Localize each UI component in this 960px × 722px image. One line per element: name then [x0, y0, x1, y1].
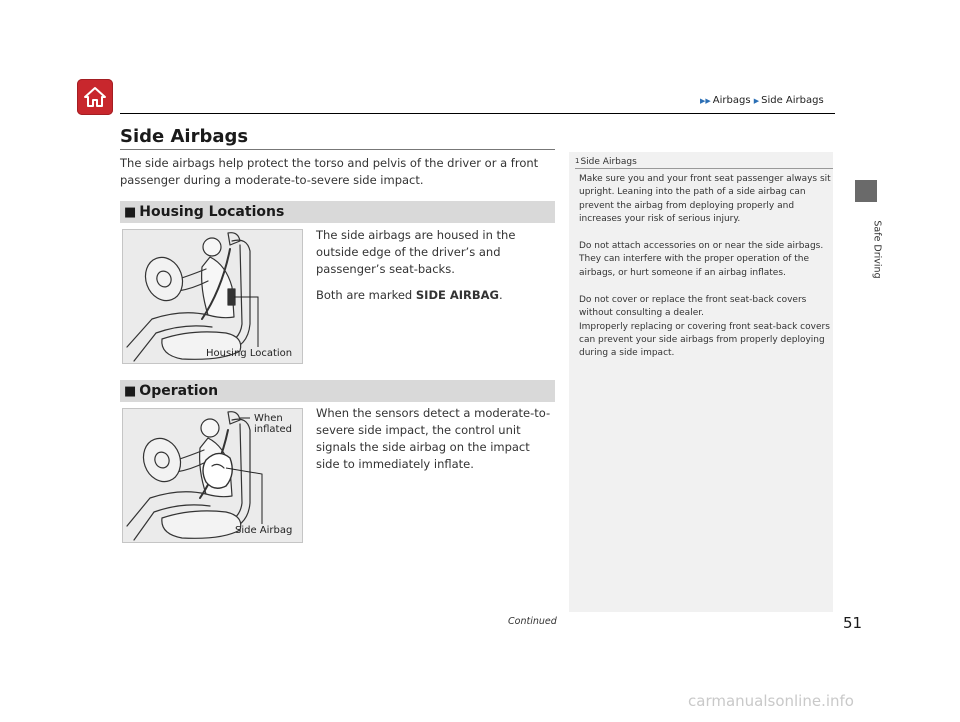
breadcrumb: [700, 95, 824, 106]
sidebar-note-divider: [575, 168, 833, 169]
sidebar-note-paragraph: Do not cover or replace the front seat-back covers without consulting a dealer. Improperly replacing or covering front seat-back covers can prevent your side airbags from properly deploying during a side impact.: [579, 295, 830, 359]
figure-label-housing-location: Housing Location: [206, 348, 293, 359]
header-divider: [120, 113, 835, 114]
sidebar-note-paragraph: Make sure you and your front seat passenger always sit upright. Leaning into the path of a side airbag can prevent the airbag from deploying properly and increases your risk of serious injury.: [579, 174, 831, 224]
triangle-right-icon: ▶▶: [700, 97, 711, 105]
chapter-tab[interactable]: [855, 180, 877, 202]
page-title: Side Airbags: [120, 126, 249, 147]
breadcrumb-item-side-airbags[interactable]: Side Airbags: [761, 95, 824, 106]
page-number: 51: [843, 614, 863, 632]
reference-icon: 1: [575, 157, 580, 165]
black-square-icon: ■: [124, 205, 137, 220]
home-icon: [83, 86, 107, 108]
figure-label-side-airbag: Side Airbag: [235, 525, 293, 536]
seat-illustration: [122, 229, 303, 364]
watermark: carmanualsonline.info: [688, 692, 854, 710]
housing-locations-text: The side airbags are housed in the outside edge of the driver’s and passenger’s seat-backs.: [316, 228, 516, 276]
operation-figure: [122, 408, 303, 543]
housing-location-figure: [122, 229, 303, 364]
home-button[interactable]: [77, 79, 113, 115]
side-airbag-marking: SIDE AIRBAG: [415, 288, 499, 302]
operation-text: When the sensors detect a moderate-to-severe side impact, the control unit signals the side airbag on the impact side to immediately inflate.: [316, 406, 551, 471]
housing-locations-marking: Both are marked SIDE AIRBAG.: [316, 288, 503, 302]
title-divider: [120, 149, 555, 150]
intro-paragraph: The side airbags help protect the torso and pelvis of the driver or a front passenger during a moderate-to-severe side impact.: [120, 156, 539, 187]
figure-label-when-inflated: When inflated: [254, 413, 292, 435]
black-square-icon: ■: [124, 384, 137, 399]
sidebar-note-heading: 1Side Airbags: [575, 157, 637, 167]
continued-label: Continued: [508, 616, 557, 627]
triangle-right-icon: ▶: [753, 97, 760, 105]
section-heading-operation: ■ Operation: [120, 380, 555, 402]
section-heading-housing-locations: ■ Housing Locations: [120, 201, 555, 223]
sidebar-note-paragraph: Do not attach accessories on or near the side airbags. They can interfere with the proper operation of the airbags, or hurt someone if an airbag inflates.: [579, 241, 824, 278]
chapter-label: Safe Driving: [871, 220, 883, 279]
breadcrumb-item-airbags[interactable]: Airbags: [712, 95, 751, 106]
